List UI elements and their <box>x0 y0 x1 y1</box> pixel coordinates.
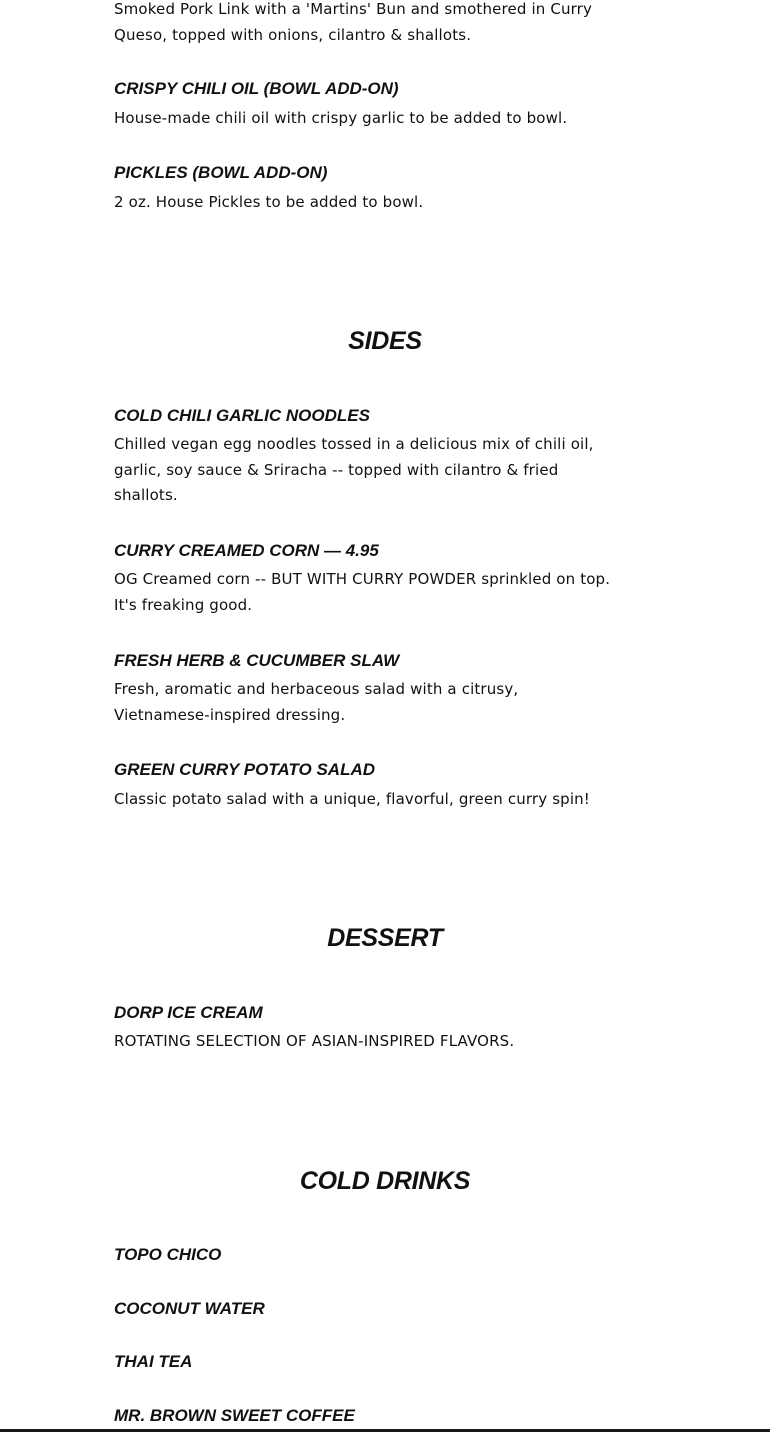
item-description-dorp-ice-cream: ROTATING SELECTION OF ASIAN-INSPIRED FLAVORS. <box>114 1032 515 1050</box>
item-title-coconut-water: COCONUT WATER <box>114 1299 265 1318</box>
item-title-thai-tea: THAI TEA <box>114 1352 193 1371</box>
item-title-dorp-ice-cream: DORP ICE CREAM <box>114 1003 263 1022</box>
item-title-topo-chico: TOPO CHICO <box>114 1245 222 1264</box>
item-title-crispy-chili-oil: CRISPY CHILI OIL (BOWL ADD-ON) <box>114 79 399 98</box>
item-description-curry-creamed-corn: OG Creamed corn -- BUT WITH CURRY POWDER sprinkled on top. It's freaking good. <box>114 570 611 614</box>
item-description-cold-chili-garlic-noodles: Chilled vegan egg noodles tossed in a delicious mix of chili oil, garlic, soy sauce & Sriracha -- topped with cilantro & fried shallots. <box>114 435 594 504</box>
item-title-pickles: PICKLES (BOWL ADD-ON) <box>114 163 328 182</box>
item-title-green-curry-potato-salad: GREEN CURRY POTATO SALAD <box>114 760 376 779</box>
item-title-curry-creamed-corn: CURRY CREAMED CORN — 4.95 <box>114 541 379 560</box>
item-description-pickles: 2 oz. House Pickles to be added to bowl. <box>114 193 424 211</box>
section-heading-sides: SIDES <box>348 327 422 355</box>
item-description-crispy-chili-oil: House-made chili oil with crispy garlic to be added to bowl. <box>114 109 568 127</box>
item-description-fresh-herb-cucumber-slaw: Fresh, aromatic and herbaceous salad with a citrusy, Vietnamese-inspired dressing. <box>114 680 519 724</box>
item-title-fresh-herb-cucumber-slaw: FRESH HERB & CUCUMBER SLAW <box>114 651 400 670</box>
section-heading-dessert: DESSERT <box>327 924 443 952</box>
item-description-green-curry-potato-salad: Classic potato salad with a unique, flavorful, green curry spin! <box>114 790 590 808</box>
section-heading-cold-drinks: COLD DRINKS <box>299 1167 471 1195</box>
item-title-mr-brown-sweet-coffee: MR. BROWN SWEET COFFEE <box>114 1406 355 1425</box>
item-description-smoked-pork-link: Smoked Pork Link with a 'Martins' Bun and smothered in Curry Queso, topped with onions, cilantro & shallots. <box>114 0 593 44</box>
item-title-cold-chili-garlic-noodles: COLD CHILI GARLIC NOODLES <box>114 406 370 425</box>
